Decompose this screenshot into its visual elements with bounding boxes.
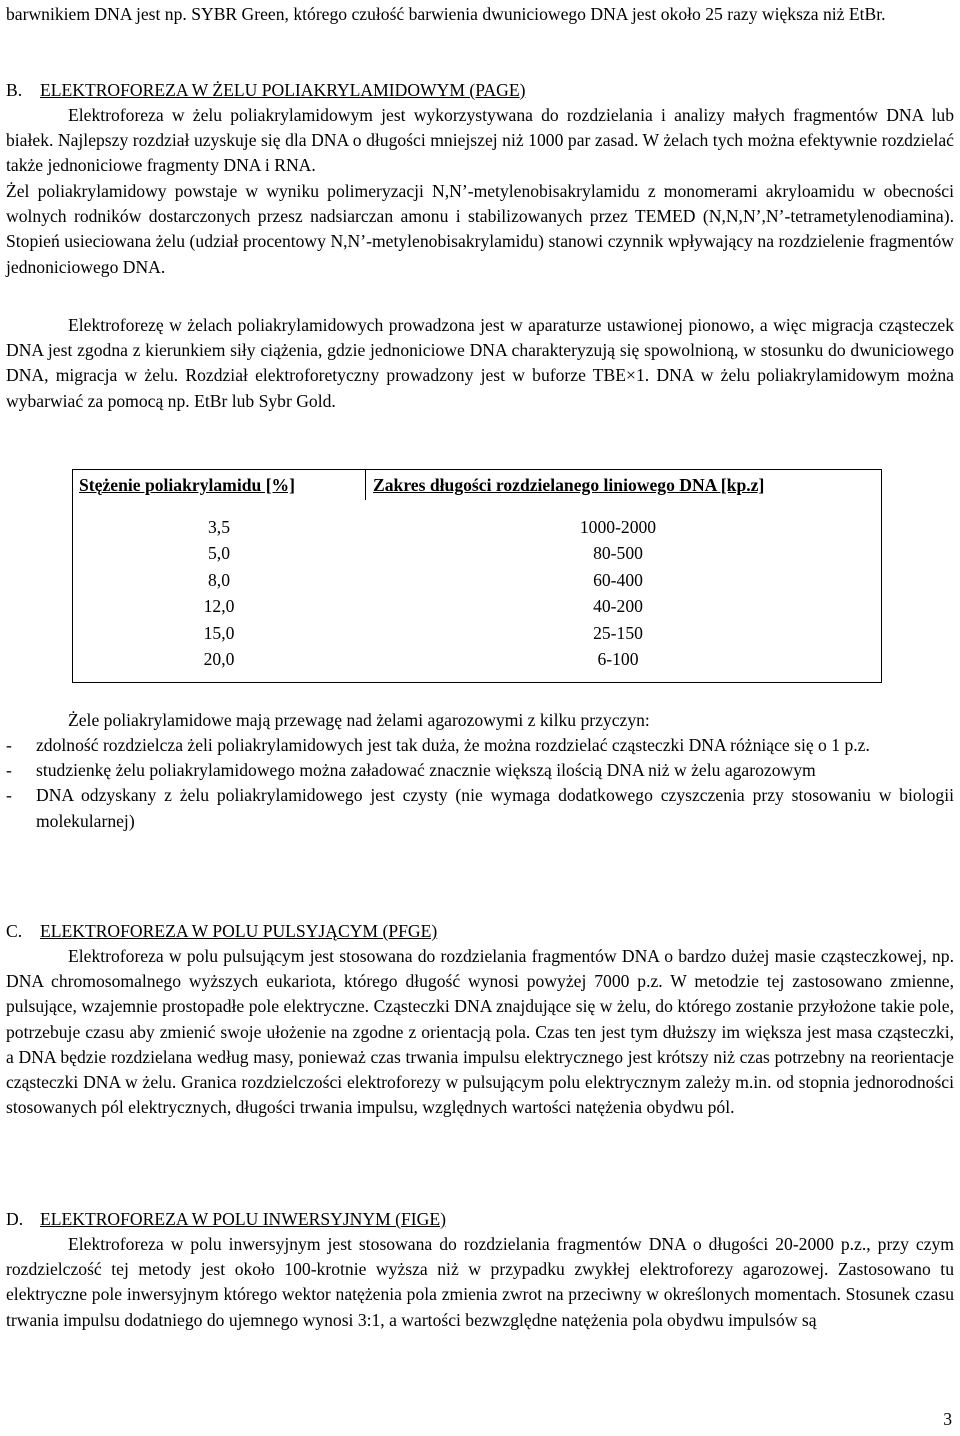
list-item-text: DNA odzyskany z żelu poliakrylamidowego jest czysty (nie wymaga dodatkowego czyszczenia przy stosowaniu w biologii molekularnej) [36,785,954,831]
advantages-intro: Żele poliakrylamidowe mają przewagę nad żelami agarozowymi z kilku przyczyn: [68,710,650,730]
section-d-title: ELEKTROFOREZA W POLU INWERSYJNYM (FIGE) [40,1209,446,1229]
table-cell: 8,0 [208,569,230,590]
advantages-list [6,733,954,834]
list-dash: - [6,760,12,781]
table-cell: 20,0 [203,648,235,669]
table-cell: 60-400 [593,569,643,590]
intro-paragraph: barwnikiem DNA jest np. SYBR Green, którego czułość barwienia dwuniciowego DNA jest około 25 razy większa niż EtBr. [6,4,886,24]
section-c-heading [6,919,954,944]
table-cell: 5,0 [208,543,230,564]
table-header-range: Zakres długości rozdzielanego liniowego DNA [kp.z] [373,475,765,495]
section-c-letter: C. [6,921,23,941]
table-cell: 25-150 [593,622,643,643]
table-column-concentration [173,514,265,672]
list-dash: - [6,735,12,755]
section-b-paragraph-1: Elektroforeza w żelu poliakrylamidowym jest wykorzystywana do rozdzielania i analizy małych fragmentów DNA lub białek. Najlepszy rozdział uzyskuje się dla DNA o długości mniejszej niż 1000 par zasad. W żelach tych można efektywnie rozdzielać także jednoniciowe fragmenty DNA i RNA. [6,105,954,176]
table-cell: 12,0 [203,596,235,617]
list-item-text: zdolność rozdzielcza żeli poliakrylamidowych jest tak duża, że można rozdzielać cząsteczki DNA różniące się o 1 p.z. [36,735,870,755]
list-dash: - [6,785,12,806]
section-b-paragraph-3: Elektroforezę w żelach poliakrylamidowych prowadzona jest w aparaturze ustawionej pionowo, a więc migracja cząsteczek DNA jest zgodna z kierunkiem siły ciążenia, gdzie jednoniciowe DNA charakteryzują się spowolnioną, w stosunku do dwuniciowego DNA, migracja w żelu. Rozdział elektroforetyczny prowadzony jest w buforze TBE×1. DNA w żelu poliakrylamidowym można wybarwiać za pomocą np. EtBr lub Sybr Gold. [6,315,954,411]
list-item [6,733,954,758]
section-b-title: ELEKTROFOREZA W ŻELU POLIAKRYLAMIDOWYM (PAGE) [40,80,526,100]
section-d-paragraph-1: Elektroforeza w polu inwersyjnym jest stosowana do rozdzielania fragmentów DNA o długości 20-2000 p.z., przy czym rozdzielczość tej metody jest około 100-krotnie wyższa niż w przypadku zwykłej elektroforezy agarozowej. Zastosowano tu elektryczne pole inwersyjnym którego wektor natężenia pola zmienia zwrot na przeciwny w określonych momentach. Stosunek czasu trwania impulsu dodatniego do ujemnego wynosi 3:1, a wartości bezwzględne natężenia pola obydwu impulsów są [6,1234,954,1330]
table-cell: 15,0 [203,622,235,643]
section-b-heading [6,78,954,103]
section-d-heading [6,1207,954,1232]
section-b-paragraph-2: Żel poliakrylamidowy powstaje w wyniku polimeryzacji N,N’-metylenobisakrylamidu z monomerami akryloamidu w obecności wolnych rodników dostarczonych przesz nadsiarczan amonu i stabilizowanych przez TEMED (N,N,N’,N’-tetrametylenodiamina). Stopień usieciowana żelu (udział procentowy N,N’-metylenobisakrylamidu) stanowi czynnik wpływający na rozdzielenie fragmentów jednoniciowego DNA. [6,181,954,277]
section-c-paragraph-1: Elektroforeza w polu pulsującym jest stosowana do rozdzielania fragmentów DNA o bardzo dużej masie cząsteczkowej, np. DNA chromosomalnego wyższych eukariota, którego długość wynosi powyżej 7000 p.z. W metodzie tej zastosowano zmienne, pulsujące, wzajemnie prostopadłe pole elektryczne. Cząsteczki DNA znajdujące się w żelu, do którego zostanie przyłożone takie pole, potrzebuje czasu aby zmienić swoje ułożenie na zgodne z orientacją pola. Czas ten jest tym dłuższy im większa jest masa cząsteczki, a DNA będzie rozdzielana według masy, ponieważ czas trwania impulsu elektrycznego jest krótszy niż czas potrzebny na reorientacje cząsteczki DNA w żelu. Granica rozdzielczości elektroforezy w pulsującym polu elektrycznym zależy m.in. od stopnia jednorodności stosowanych pól elektrycznych, długości trwania impulsu, względnych wartości natężenia obydwu pól. [6,946,954,1118]
page-number: 3 [943,1409,952,1429]
section-b-letter: B. [6,80,23,100]
list-item [6,783,954,833]
table-cell: 1000-2000 [579,517,657,537]
table-cell: 80-500 [593,543,643,564]
section-c-title: ELEKTROFOREZA W POLU PULSYJĄCYM (PFGE) [40,921,438,941]
table-cell: 40-200 [593,596,643,617]
table-cell: 3,5 [208,517,230,537]
table-header-concentration: Stężenie poliakrylamidu [%] [79,475,296,495]
table-cell: 6-100 [597,648,639,669]
polyacrylamide-table [72,469,882,683]
list-item-text: studzienkę żelu poliakrylamidowego można załadować znacznie większą ilością DNA niż w żelu agarozowym [36,760,816,781]
section-d-letter: D. [6,1209,24,1229]
table-column-range [523,514,713,672]
list-item [6,758,954,783]
table-column-divider [365,470,366,500]
